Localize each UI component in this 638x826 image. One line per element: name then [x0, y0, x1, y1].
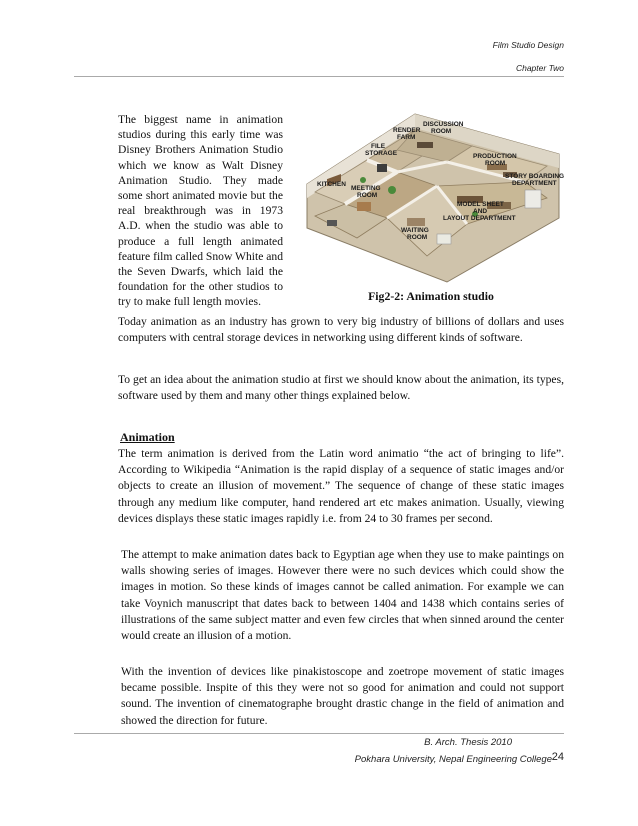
label-discussion-2: ROOM: [431, 128, 452, 135]
label-kitchen: KITCHEN: [317, 181, 346, 188]
figure-caption: Fig2-2: Animation studio: [368, 289, 494, 303]
svg-text:RENDER: [393, 127, 421, 134]
studio-floorplan-illustration: [297, 106, 565, 284]
footer-divider: [74, 733, 564, 734]
label-meeting-2: ROOM: [357, 192, 378, 199]
svg-text:DEPARTMENT: [512, 180, 557, 187]
paragraph-devices: With the invention of devices like pinakistoscope and zoetrope movement of static images became possible. Inspite of this they were not so good for animation and could not support sound. The invention of cinematographe brought drastic change in the field of animation and showed the direction for future.: [121, 665, 564, 727]
label-story-boarding: STORY BOARDING: [505, 173, 565, 180]
footer-university: Pokhara University, Nepal Engineering College: [354, 754, 552, 765]
header-title: Film Studio Design: [492, 40, 564, 50]
svg-text:STORY BOARDING: [505, 173, 564, 180]
label-waiting-2: ROOM: [407, 234, 428, 241]
label-production-2: ROOM: [485, 160, 506, 167]
svg-text:AND: [473, 208, 487, 215]
header-divider: [74, 76, 564, 77]
svg-text:MODEL SHEET: [457, 201, 504, 208]
paragraph-today: Today animation as an industry has grown to very big industry of billions of dollars and uses computers with central storage devices in networking using different kinds of software.: [118, 315, 564, 345]
label-model-sheet-3: LAYOUT DEPARTMENT: [443, 215, 516, 222]
label-file-storage: FILE: [371, 143, 386, 150]
label-render-farm: RENDER: [393, 127, 421, 134]
page-number: 24: [551, 751, 564, 763]
label-production: PRODUCTION: [473, 153, 517, 160]
paragraph-animation-definition: The term animation is derived from the Latin word animatio “the act of bringing to life”. According to Wikipedia “Animation is the rapid display of a sequence of static images and/or objects to create an illusion of movement.” The sequence of change of these static images through any medium like computer, hand rendered art etc makes animation. Usually, viewing devices displays these static images rapidly i.e. from 24 to 30 frames per second.: [118, 447, 564, 525]
intro-text-block: [118, 112, 283, 310]
svg-text:ROOM: [407, 234, 427, 241]
svg-text:MEETING: [351, 185, 381, 192]
label-file-storage-2: STORAGE: [365, 150, 398, 157]
svg-text:DISCUSSION: [423, 121, 464, 128]
header-chapter: Chapter Two: [515, 63, 564, 73]
label-story-boarding-2: DEPARTMENT: [512, 180, 557, 187]
label-model-sheet-2: AND: [473, 208, 488, 215]
paragraph-idea: To get an idea about the animation studio at first we should know about the animation, its types, software used by them and many other things explained below.: [118, 373, 564, 403]
label-model-sheet: MODEL SHEET: [457, 201, 504, 208]
svg-text:LAYOUT DEPARTMENT: [443, 215, 516, 222]
paragraph-egypt-history: The attempt to make animation dates back to Egyptian age when they use to make paintings on walls showing series of images. However there were no such devices which could show the images in motion. So these kinds of images cannot be called animation. For example we can take Voynich manuscript that dates back to between 1404 and 1438 which contains series of illustrations of the same subject matter and even few circles that when sinned around the center would create an illusion of a motion.: [121, 548, 564, 643]
svg-text:ROOM: [485, 160, 505, 167]
svg-text:PRODUCTION: [473, 153, 517, 160]
svg-text:WAITING: [401, 227, 429, 234]
svg-text:ROOM: [357, 192, 377, 199]
svg-text:FILE: [371, 143, 386, 150]
label-discussion: DISCUSSION: [423, 121, 464, 128]
intro-paragraph: The biggest name in animation studios during this early time was Disney Brothers Animation Studio which we know as Walt Disney Animation Studio. They made some short animated movie but the real breakthrough was in 1973 A.D. when the studio was able to produce a full length animated feature film called Snow White and the Seven Dwarfs, which laid the foundation for the other studios to try to make full length movies.: [118, 113, 283, 309]
label-meeting: MEETING: [351, 185, 381, 192]
label-render-farm-2: FARM: [397, 134, 416, 141]
svg-text:KITCHEN: [317, 181, 346, 188]
svg-text:ROOM: [431, 128, 451, 135]
animation-studio-figure: [297, 106, 565, 284]
svg-text:STORAGE: [365, 150, 398, 157]
label-waiting: WAITING: [401, 227, 429, 234]
footer-thesis: B. Arch. Thesis 2010: [424, 737, 512, 748]
svg-text:FARM: [397, 134, 415, 141]
section-heading-animation: Animation: [120, 430, 175, 444]
